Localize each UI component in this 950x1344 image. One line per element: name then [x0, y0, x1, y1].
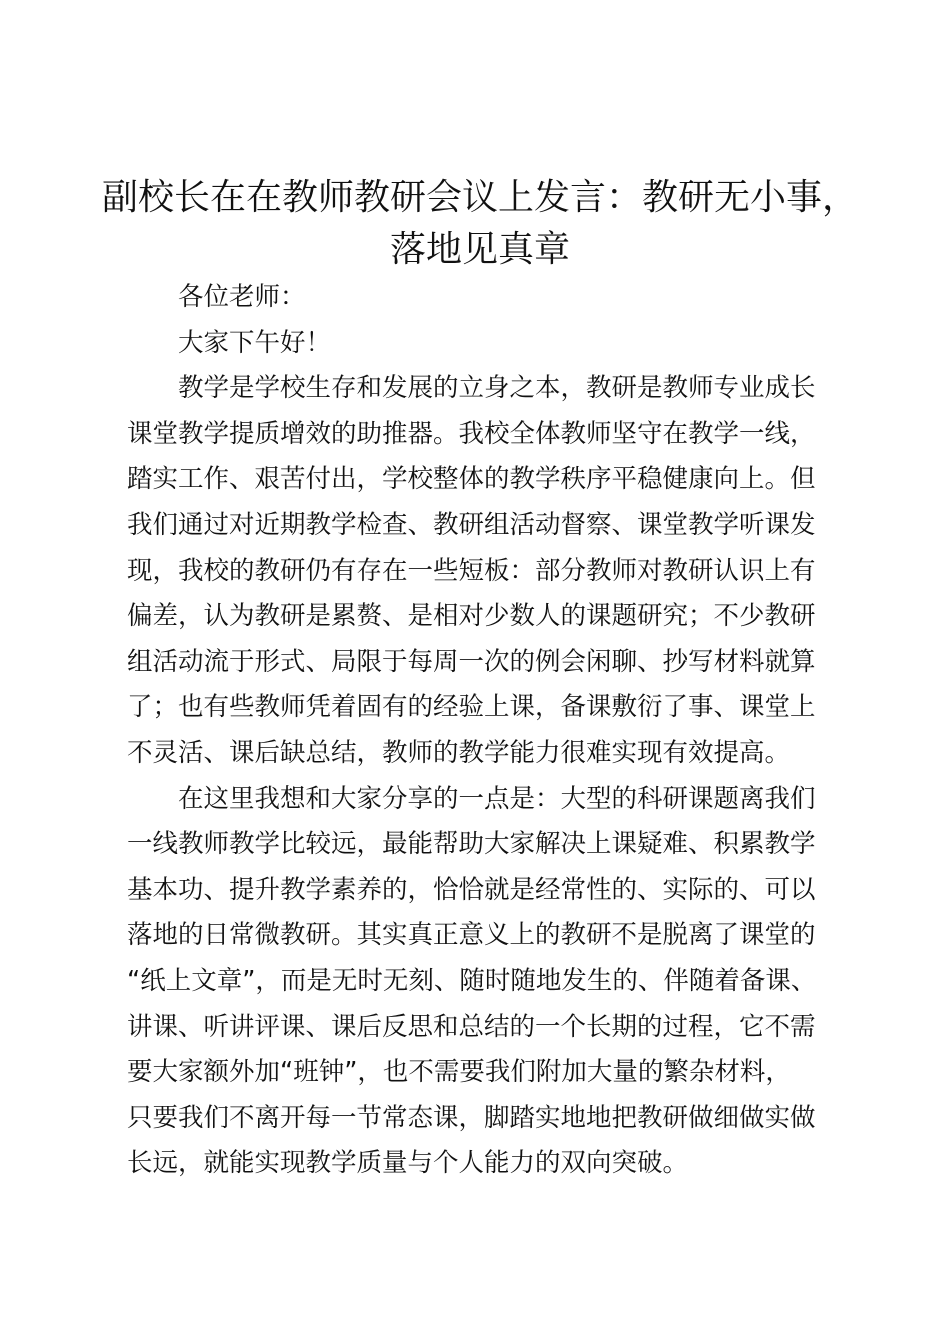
paragraph-line: “纸上文章”，而是无时无刻、随时随地发生的、伴随着备课、: [127, 965, 817, 996]
document-body: [127, 275, 847, 1187]
paragraph-line: 一线教师教学比较远，最能帮助大家解决上课疑难、积累教学: [127, 829, 816, 860]
paragraph-line: 现，我校的教研仍有存在一些短板：部分教师对教研认识上有: [127, 555, 816, 586]
paragraph-line: 踏实工作、艰苦付出，学校整体的教学秩序平稳健康向上。但: [127, 464, 816, 495]
paragraph-line: 只要我们不离开每一节常态课，脚踏实地地把教研做细做实做: [127, 1102, 816, 1133]
greeting: 大家下午好！: [178, 327, 332, 358]
paragraph-line: 要大家额外加“班钟”，也不需要我们附加大量的繁杂材料，: [127, 1057, 791, 1088]
paragraph-line: 偏差，认为教研是累赘、是相对少数人的课题研究；不少教研: [127, 601, 816, 632]
title-line-1: 副校长在在教师教研会议上发言：教研无小事，: [101, 177, 858, 218]
salutation: 各位老师：: [178, 282, 306, 312]
paragraph-line: 了；也有些教师凭着固有的经验上课，备课敷衍了事、课堂上: [127, 692, 816, 723]
paragraph-2: [127, 777, 847, 1187]
paragraph-line: 不灵活、课后缺总结，教师的教学能力很难实现有效提高。: [127, 737, 791, 768]
paragraph-line: 长远，就能实现教学质量与个人能力的双向突破。: [127, 1148, 689, 1179]
paragraph-line: 课堂教学提质增效的助推器。我校全体教师坚守在教学一线，: [127, 418, 816, 449]
paragraph-line: 我们通过对近期教学检查、教研组活动督察、课堂教学听课发: [127, 509, 816, 540]
paragraph-1: [127, 366, 847, 776]
paragraph-line: 在这里我想和大家分享的一点是：大型的科研课题离我们: [178, 783, 816, 814]
title-line-2: 落地见真章: [389, 229, 570, 270]
page-title: [100, 172, 860, 276]
paragraph-line: 组活动流于形式、局限于每周一次的例会闲聊、抄写材料就算: [127, 646, 816, 677]
paragraph-line: 讲课、听讲评课、课后反思和总结的一个长期的过程，它不需: [127, 1011, 816, 1042]
paragraph-line: 基本功、提升教学素养的，恰恰就是经常性的、实际的、可以: [127, 874, 816, 905]
paragraph-line: 落地的日常微教研。其实真正意义上的教研不是脱离了课堂的: [127, 920, 816, 951]
paragraph-line: 教学是学校生存和发展的立身之本，教研是教师专业成长: [178, 373, 816, 404]
